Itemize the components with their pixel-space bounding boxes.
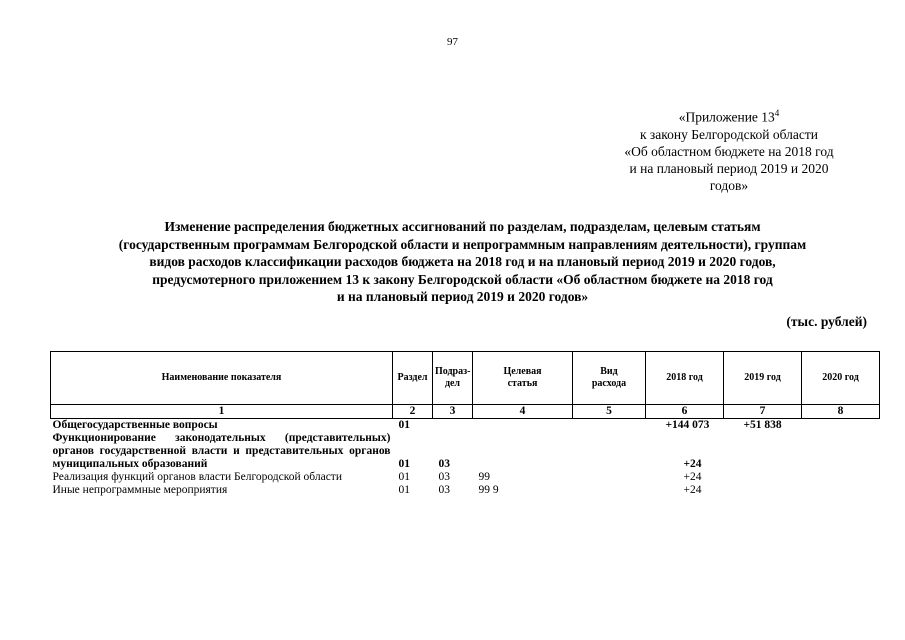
row-2020	[802, 484, 880, 497]
column-number-row	[51, 405, 880, 419]
row-type	[573, 419, 646, 433]
row-2019	[724, 471, 802, 484]
header-subsection: Подраз- дел	[433, 352, 473, 405]
appendix-line-5: годов»	[709, 177, 749, 193]
row-subsection	[433, 419, 473, 433]
row-type	[573, 471, 646, 484]
header-indicator-name: Наименование показателя	[51, 352, 393, 405]
row-type	[573, 432, 646, 471]
row-name: Иные непрограммные мероприятия	[52, 484, 228, 496]
column-number: 5	[573, 405, 646, 419]
appendix-superscript: 4	[774, 108, 780, 118]
row-subsection: 03	[438, 458, 450, 470]
title-line-1: Изменение распределения бюджетных ассигнований по разделам, подразделам, целевым статьям	[164, 219, 761, 234]
budget-table	[50, 351, 880, 497]
table-row	[51, 419, 880, 433]
row-subsection: 03	[438, 484, 450, 496]
units-label: (тыс. рублей)	[786, 314, 867, 329]
row-type	[573, 484, 646, 497]
row-2019	[724, 432, 802, 471]
table-header-row	[51, 352, 880, 405]
row-section: 01	[398, 471, 410, 483]
appendix-line-2: к закону Белгородской области	[640, 126, 818, 142]
row-target: 99	[478, 471, 490, 483]
appendix-line-1: «Приложение $13^4$	[678, 108, 780, 125]
header-year-2018: 2018 год	[646, 352, 724, 405]
row-name: Функционирование законодательных (представительных) органов государственной власти и представительных органов муниципальных образований	[52, 432, 391, 470]
row-2020	[802, 471, 880, 484]
row-target: 99 9	[478, 484, 499, 496]
header-expense-type: Вид расхода	[573, 352, 646, 405]
row-2018: +24	[683, 471, 702, 483]
table-row	[51, 484, 880, 497]
header-target-article: Целевая статья	[473, 352, 573, 405]
row-target	[473, 419, 573, 433]
header-year-2019: 2019 год	[724, 352, 802, 405]
table-row	[51, 432, 880, 471]
table-row	[51, 471, 880, 484]
row-2018: +144 073	[665, 419, 710, 431]
header-year-2020: 2020 год	[802, 352, 880, 405]
row-name: Общегосударственные вопросы	[52, 419, 218, 431]
title-line-5: и на плановый период 2019 и 2020 годов»	[336, 289, 589, 304]
column-number: 1	[51, 405, 393, 419]
row-name: Реализация функций органов власти Белгородской области	[52, 471, 342, 483]
row-section: 01	[398, 419, 410, 431]
appendix-line-4: и на плановый период 2019 и 2020	[629, 160, 829, 176]
page-number: 97	[447, 36, 458, 48]
title-line-3: видов расходов классификации расходов бюджета на 2018 год и на плановый период 2019 и 2020 годов,	[149, 254, 776, 269]
column-number: 4	[473, 405, 573, 419]
title-line-4: предусмотерного приложением 13 к закону Белгородской области «Об областном бюджете на 2018 год	[152, 271, 773, 287]
row-subsection: 03	[438, 471, 450, 483]
row-section: 01	[398, 484, 410, 496]
row-target	[473, 432, 573, 471]
row-2019: +51 838	[743, 419, 782, 431]
row-2020	[802, 432, 880, 471]
appendix-line-3: «Об областном бюджете на 2018 год	[624, 143, 834, 159]
appendix-reference	[590, 105, 868, 194]
column-number: 8	[802, 405, 880, 419]
row-2018: +24	[683, 484, 702, 496]
row-2020	[802, 419, 880, 433]
row-2019	[724, 484, 802, 497]
column-number: 2	[393, 405, 433, 419]
column-number: 3	[433, 405, 473, 419]
row-2018: +24	[683, 458, 702, 470]
row-section: 01	[398, 458, 410, 470]
document-title	[60, 218, 865, 306]
header-section: Раздел	[393, 352, 433, 405]
title-line-2: (государственным программам Белгородской области и непрограммным направлениям деятельности), группам	[118, 236, 807, 252]
column-number: 6	[646, 405, 724, 419]
column-number: 7	[724, 405, 802, 419]
